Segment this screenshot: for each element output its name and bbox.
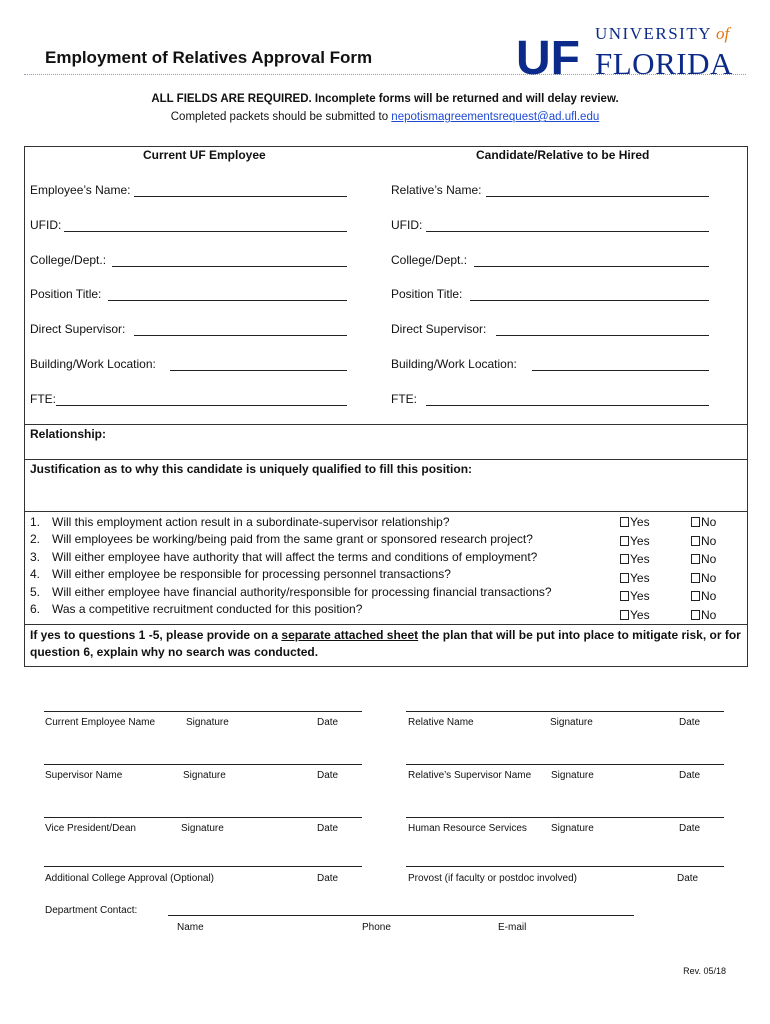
question-number: 1.: [30, 515, 41, 529]
question-text: Will either employee have authority that will affect the terms and conditions of employment?: [52, 550, 538, 564]
q1-yes-checkbox[interactable]: Yes: [620, 515, 650, 529]
question-text: Will employees be working/being paid from the same grant or sponsored research project?: [52, 532, 533, 546]
sig-label: Signature: [181, 823, 224, 834]
sig-label: Signature: [551, 770, 594, 781]
employee-fte-field[interactable]: [56, 405, 347, 406]
relative-supervisor-field[interactable]: [496, 335, 709, 336]
page-title: Employment of Relatives Approval Form: [45, 48, 373, 67]
employee-position-field[interactable]: [108, 300, 347, 301]
employee-signature-line[interactable]: [44, 711, 362, 712]
q6-yes-checkbox[interactable]: Yes: [620, 608, 650, 622]
checkbox-icon: [620, 536, 629, 546]
relative-supervisor-signature-line[interactable]: [406, 764, 724, 765]
employee-college-label: College/Dept.:: [30, 253, 107, 267]
logo-florida-text: FLORIDA: [595, 46, 733, 78]
relative-ufid-field[interactable]: [426, 231, 709, 232]
relative-column-heading: Candidate/Relative to be Hired: [476, 148, 650, 162]
sig-label: Relative Name: [408, 717, 474, 728]
relative-college-label: College/Dept.:: [391, 253, 468, 267]
sig-label: Date: [317, 873, 339, 884]
checkbox-icon: [620, 554, 629, 564]
provost-signature-line[interactable]: [406, 866, 724, 867]
table-divider: [24, 424, 748, 425]
sig-label: Date: [679, 823, 701, 834]
department-contact-line[interactable]: [168, 915, 634, 916]
contact-name-label: Name: [177, 922, 204, 933]
college-approval-signature-line[interactable]: [44, 866, 362, 867]
q3-no-checkbox[interactable]: No: [691, 552, 716, 566]
relative-ufid-label: UFID:: [391, 218, 423, 232]
q6-no-checkbox[interactable]: No: [691, 608, 716, 622]
relative-name-label: Relative’s Name:: [391, 183, 482, 197]
relative-supervisor-label: Direct Supervisor:: [391, 322, 487, 336]
sig-label: Date: [317, 770, 339, 781]
checkbox-icon: [691, 536, 700, 546]
supervisor-signature-line[interactable]: [44, 764, 362, 765]
sig-label: Date: [679, 770, 701, 781]
relative-fte-label: FTE:: [391, 392, 417, 406]
sig-label: Provost (if faculty or postdoc involved): [408, 873, 577, 884]
q2-yes-checkbox[interactable]: Yes: [620, 534, 650, 548]
contact-email-label: E-mail: [498, 922, 527, 933]
justification-label: Justification as to why this candidate is uniquely qualified to fill this position:: [30, 462, 473, 476]
question-row: [30, 585, 552, 599]
relative-fte-field[interactable]: [426, 405, 709, 406]
checkbox-icon: [691, 610, 700, 620]
employee-column-heading: Current UF Employee: [143, 148, 266, 162]
sig-label: Current Employee Name: [45, 717, 156, 728]
contact-phone-label: Phone: [362, 922, 391, 933]
hr-services-signature-line[interactable]: [406, 817, 724, 818]
checkbox-icon: [620, 517, 629, 527]
submission-prefix: Completed packets should be submitted to: [170, 111, 392, 123]
mitigation-instructions: If yes to questions 1 -5, please provide on a separate attached sheet the plan that will be put into place to mitigate risk, or for question 6, explain why no search was conducted.: [30, 628, 741, 659]
required-fields-notice: ALL FIELDS ARE REQUIRED. Incomplete forms will be returned and will delay review.: [151, 93, 619, 105]
sig-label: Vice President/Dean: [45, 823, 136, 834]
sig-label: Relative’s Supervisor Name: [408, 770, 532, 781]
question-number: 2.: [30, 532, 41, 546]
checkbox-icon: [620, 610, 629, 620]
sig-label: Date: [679, 717, 701, 728]
question-number: 4.: [30, 567, 41, 581]
relative-college-field[interactable]: [474, 266, 709, 267]
question-row: [30, 515, 450, 529]
relationship-label: Relationship:: [30, 427, 107, 441]
employee-supervisor-label: Direct Supervisor:: [30, 322, 126, 336]
revision-label: Rev. 05/18: [683, 966, 726, 976]
employee-name-label: Employee’s Name:: [30, 183, 131, 197]
employee-fte-label: FTE:: [30, 392, 56, 406]
sig-label: Additional College Approval (Optional): [45, 873, 214, 884]
submission-email-link[interactable]: nepotismagreementsrequest@ad.ufl.edu: [391, 111, 600, 123]
employee-college-field[interactable]: [112, 266, 347, 267]
question-number: 5.: [30, 585, 41, 599]
question-row: [30, 602, 362, 616]
logo-of-text: of: [716, 24, 730, 43]
checkbox-icon: [691, 517, 700, 527]
question-text: Will either employee be responsible for processing personnel transactions?: [52, 567, 451, 581]
sig-label: Supervisor Name: [45, 770, 123, 781]
q3-yes-checkbox[interactable]: Yes: [620, 552, 650, 566]
employee-name-field[interactable]: [134, 196, 347, 197]
relative-name-field[interactable]: [486, 196, 709, 197]
table-divider: [24, 624, 748, 625]
sig-label: Date: [317, 823, 339, 834]
question-number: 6.: [30, 602, 41, 616]
checkbox-icon: [691, 554, 700, 564]
table-divider: [24, 511, 748, 512]
relative-location-label: Building/Work Location:: [391, 357, 517, 371]
q5-no-checkbox[interactable]: No: [691, 589, 716, 603]
employee-ufid-label: UFID:: [30, 218, 62, 232]
department-contact-label: Department Contact:: [45, 905, 138, 916]
q4-yes-checkbox[interactable]: Yes: [620, 571, 650, 585]
question-row: [30, 567, 451, 581]
submission-instructions: [0, 111, 770, 123]
relative-position-label: Position Title:: [391, 287, 463, 301]
q4-no-checkbox[interactable]: No: [691, 571, 716, 585]
employee-location-field[interactable]: [170, 370, 347, 371]
question-row: [30, 532, 533, 546]
vp-dean-signature-line[interactable]: [44, 817, 362, 818]
relative-position-field[interactable]: [470, 300, 709, 301]
employee-supervisor-field[interactable]: [134, 335, 347, 336]
sig-label: Human Resource Services: [408, 823, 527, 834]
sig-label: Signature: [551, 823, 594, 834]
q1-no-checkbox[interactable]: No: [691, 515, 716, 529]
uf-logo: [516, 22, 748, 78]
sig-label: Date: [677, 873, 699, 884]
sig-label: Signature: [186, 717, 229, 728]
logo-uf-text: UF: [516, 32, 580, 78]
table-divider: [24, 459, 748, 460]
employee-position-label: Position Title:: [30, 287, 102, 301]
logo-university-text: UNIVERSITY: [595, 24, 712, 43]
question-text: Will this employment action result in a subordinate-supervisor relationship?: [52, 515, 450, 529]
checkbox-icon: [620, 573, 629, 583]
checkbox-icon: [691, 573, 700, 583]
relative-signature-line[interactable]: [406, 711, 724, 712]
checkbox-icon: [620, 591, 629, 601]
relative-location-field[interactable]: [532, 370, 709, 371]
question-text: Was a competitive recruitment conducted for this position?: [52, 602, 363, 616]
employee-location-label: Building/Work Location:: [30, 357, 156, 371]
question-number: 3.: [30, 550, 41, 564]
checkbox-icon: [691, 591, 700, 601]
q2-no-checkbox[interactable]: No: [691, 534, 716, 548]
sig-label: Signature: [183, 770, 226, 781]
question-text: Will either employee have financial authority/responsible for processing financial transactions?: [52, 585, 552, 599]
employee-ufid-field[interactable]: [64, 231, 347, 232]
sig-label: Signature: [550, 717, 593, 728]
sig-label: Date: [317, 717, 339, 728]
q5-yes-checkbox[interactable]: Yes: [620, 589, 650, 603]
question-row: [30, 550, 537, 564]
